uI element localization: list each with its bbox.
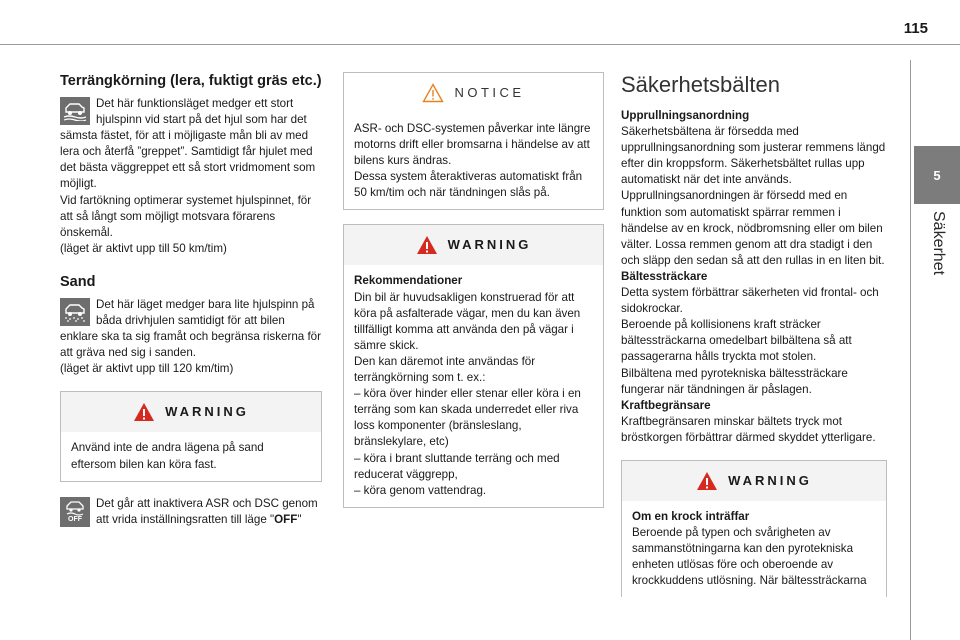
- chapter-tab[interactable]: 5: [914, 146, 960, 204]
- pretensioner-text: Detta system förbättrar säkerheten vid frontal- och sidokrockar. Beroende på kollisionens kraft sträcker bältessträckarna omedelbart bilbältena så att passagerarna hålls tryckta mot stolen. Bilbältena med pyrotekniska bältessträckare fungerar när tändningen är påslagen.: [621, 286, 879, 396]
- sand-mode-title: Sand: [60, 273, 96, 290]
- off-icon-label: OFF: [68, 515, 82, 523]
- page-number: 115: [903, 20, 928, 37]
- sand-warning-title: WARNING: [165, 404, 249, 420]
- column-middle: [343, 60, 604, 508]
- warning-icon: [133, 402, 155, 422]
- retractor-heading: Upprullningsanordning: [621, 109, 750, 122]
- off-mode-icon: [60, 497, 90, 527]
- crash-warning-heading: Om en krock inträffar: [632, 509, 750, 523]
- off-text-bold: OFF: [274, 512, 298, 526]
- header-divider: [0, 44, 960, 45]
- sand-warning-text: Använd inte de andra lägena på sand eftersom bilen kan köra fast.: [71, 441, 264, 471]
- off-mode-text: [60, 496, 322, 528]
- crash-warning-title: WARNING: [728, 472, 812, 488]
- off-mode-block: [60, 496, 322, 529]
- sand-warning-header: [61, 392, 321, 432]
- force-limiter-heading: Kraftbegränsare: [621, 398, 711, 412]
- sand-warning-box: [60, 391, 322, 481]
- warning-icon: [696, 471, 718, 491]
- crash-warning-text: Beroende på typen och svårigheten av sammanstötningarna kan den pyrotekniska enheten utlösas före och oberoende av krockkuddens utlösning. När bältessträckarna: [632, 526, 867, 588]
- pretensioner-heading: Bältessträckare: [621, 269, 708, 283]
- off-text-pre: Det går att inaktivera ASR och DSC genom att vrida inställningsratten till läge ": [96, 496, 318, 526]
- retractor-text: Säkerhetsbältena är försedda med upprullningsanordning som justerar remmens längd efter din kroppsform. Säkerhetsbältet rullas upp automatiskt när det inte används. Upprullningsanordningen är försedd med en funktion som automatiskt spärrar remmen i händelse av en krock, nödbromsning eller om bilen välter. Lossa remmen genom att dra stadigt i den och släpp den sedan så att den rullas in en liten bit.: [621, 125, 886, 267]
- crash-warning-box: [621, 460, 887, 597]
- section-title: Säkerhetsbälten: [621, 72, 780, 97]
- sand-mode-icon: [60, 298, 90, 326]
- chapter-label: Säkerhet: [930, 211, 947, 276]
- offroad-warning-heading: Rekommendationer: [354, 274, 463, 288]
- mud-mode-title: Terrängkörning (lera, fuktigt gräs etc.): [60, 73, 322, 89]
- notice-text: ASR- och DSC-systemen påverkar inte längre motorns drift eller bromsarna i händelse av att bilens kurs ändras. Dessa system återaktiveras automatiskt från 50 km/tim och när tändningen slås på.: [354, 122, 591, 200]
- column-left: [60, 60, 322, 529]
- force-limiter-text: Kraftbegränsaren minskar bältets tryck mot bröstkorgen förbättrar därmed skyddet ytterligare.: [621, 414, 876, 444]
- notice-icon: [422, 83, 444, 103]
- warning-icon: [416, 235, 438, 255]
- offroad-warning-text: Din bil är huvudsakligen konstruerad för att köra på asfalterade vägar, men du kan även tillfälligt komma att använda den på vägar i sämre skick. Den kan däremot inte användas för terrängkörning som t. ex.: – köra över hinder eller stenar eller köra i en terräng som kan skada underredet eller riva loss komponenter (bränsleslang, bränslekylare, etc) – köra i brant sluttande terräng och med reducerat väggrepp, – köra genom vattendrag.: [354, 290, 581, 497]
- offroad-warning-box: [343, 224, 604, 507]
- column-right: [621, 60, 887, 597]
- notice-box: [343, 72, 604, 210]
- offroad-warning-body: [344, 265, 603, 506]
- offroad-warning-header: [344, 225, 603, 265]
- offroad-warning-title: WARNING: [447, 237, 532, 253]
- crash-warning-header: [622, 461, 886, 501]
- mud-mode-icon: [60, 97, 90, 125]
- notice-title: NOTICE: [454, 84, 525, 100]
- sand-mode-text: Det här läget medger bara lite hjulspinn på båda drivhjulen samtidigt för att bilen enklare ska ta sig framåt och begränsa riskerna för att gräva ned sig i sanden. (läget är aktivt upp till 120 km/tim): [60, 297, 321, 376]
- off-text-post: ": [297, 512, 302, 526]
- side-divider: [910, 60, 911, 640]
- notice-header: [344, 73, 603, 113]
- crash-warning-body: [622, 501, 886, 597]
- mud-mode-text: Det här funktionsläget medger ett stort hjulspinn vid start på det hjul som har det sämsta fästet, för att i möjligaste mån bli av med lera och återfå ”greppet”. Samtidigt får hjulet med det bästa väggreppet ett så stort vridmoment som möjligt. Vid fartökning optimerar systemet hjulspinnet, för att så långt som möjligt motsvara förarens önskemål. (läget är aktivt upp till 50 km/tim): [60, 97, 316, 255]
